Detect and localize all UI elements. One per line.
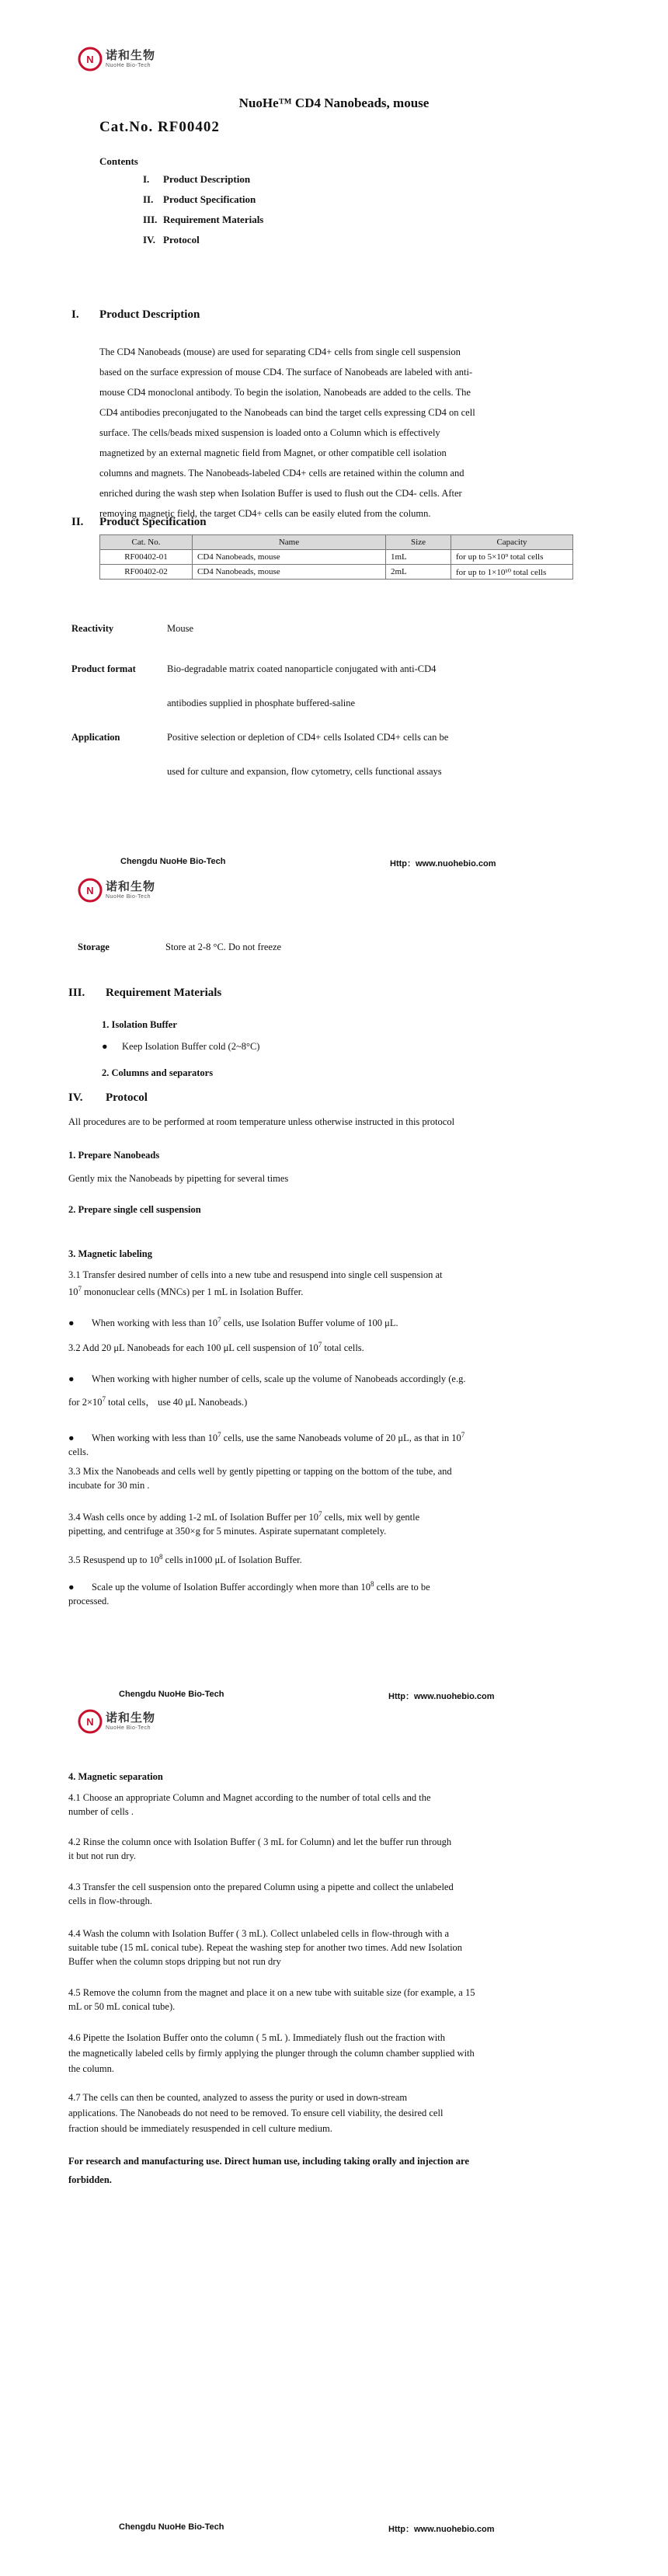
material-item-1: 1. Isolation Buffer: [102, 1019, 177, 1030]
protocol-intro: All procedures are to be performed at room temperature unless otherwise instructed in this protocol: [68, 1116, 455, 1127]
section-3-heading: III. Requirement Materials: [68, 987, 222, 999]
svg-text:N: N: [86, 1716, 94, 1728]
footer-website[interactable]: Http：www.nuohebio.com: [390, 859, 496, 869]
material-bullet-1: ● Keep Isolation Buffer cold (2~8°C): [102, 1041, 260, 1052]
section-4-heading: IV. Protocol: [68, 1091, 148, 1104]
bullet-3-2: ● When working with higher number of cells, scale up the volume of Nanobeads accordingly (e.g. for $2\times 10^7$ total cells， use 40 μL Nanobeads.): [68, 1369, 604, 1412]
bullet-icon: ●: [68, 1432, 75, 1444]
bullet-3-4: ● Scale up the volume of Isolation Buffer accordingly when more than $10^8$ cells are to be processed.: [68, 1580, 430, 1607]
toc-item-2: II. Product Specification: [143, 193, 256, 205]
brand-cn: 诺和生物: [106, 48, 156, 62]
footer-company: Chengdu NuoHe Bio-Tech: [119, 1690, 224, 1699]
col-name: Name: [193, 535, 386, 550]
format-line-2: antibodies supplied in phosphate buffered-saline: [167, 698, 356, 708]
brand-en: NuoHe Bio-Tech: [106, 1725, 151, 1731]
application-label: Application: [71, 732, 120, 743]
step-4-1: 4.1 Choose an appropriate Column and Magnet according to the number of total cells and the number of cells .: [68, 1792, 431, 1817]
application-line-1: Positive selection or depletion of CD4+ cells Isolated CD4+ cells can be: [167, 732, 449, 743]
brand-en: NuoHe Bio-Tech: [106, 63, 151, 68]
material-item-2: 2. Columns and separators: [102, 1067, 214, 1078]
step-4-6: 4.6 Pipette the Isolation Buffer onto the column ( 5 mL ). Immediately flush out the fraction with the magnetically labeled cells by firmly applying the plunger through the column chamber supplied with the column.: [68, 2032, 475, 2074]
storage-label: Storage: [78, 942, 110, 952]
step-3-title: 3. Magnetic labeling: [68, 1248, 152, 1259]
reactivity-value: Mouse: [167, 623, 194, 634]
step-4-4: 4.4 Wash the column with Isolation Buffer ( 3 mL). Collect unlabeled cells in flow-through with a suitable tube (15 mL conical tube). Repeat the washing step for another two times. Add new Isolation Buffer when the column stops dripping but not run dry: [68, 1928, 463, 1967]
svg-text:N: N: [86, 54, 94, 65]
application-line-2: used for culture and expansion, flow cytometry, cells functional assays: [167, 766, 442, 777]
bullet-3-3: ● When working with less than $10^7$ cells, use the same Nanobeads volume of 20 μL, as that in $10^7$ cells.: [68, 1431, 465, 1458]
logo-mark-icon: [78, 1709, 103, 1734]
step-4-5: 4.5 Remove the column from the magnet and place it on a new tube with suitable size (for example, a 15 mL or 50 mL conical tube).: [68, 1987, 475, 2012]
footer-website[interactable]: Http：www.nuohebio.com: [388, 2525, 495, 2534]
step-1-text: Gently mix the Nanobeads by pipetting for several times: [68, 1173, 289, 1184]
section-2-heading: II. Product Specification: [71, 516, 207, 528]
logo-mark-icon: [78, 878, 103, 903]
col-capacity: Capacity: [451, 535, 573, 550]
step-4-7: 4.7 The cells can then be counted, analyzed to assess the purity or used in down-stream applications. The Nanobeads do not need to be removed. To ensure cell viability, the desired cell fraction should be immediately resuspended in cell culture medium.: [68, 2092, 444, 2134]
spec-table: [99, 534, 573, 580]
footer-website[interactable]: Http：www.nuohebio.com: [388, 1692, 495, 1701]
step-4-3: 4.3 Transfer the cell suspension onto the prepared Column using a pipette and collect the unlabeled cells in flow-through.: [68, 1882, 454, 1906]
step-4-2: 4.2 Rinse the column once with Isolation Buffer ( 3 mL for Column) and let the buffer run through it but not run dry.: [68, 1836, 452, 1861]
catalog-number: Cat.No. RF00402: [99, 119, 220, 135]
bullet-icon: ●: [68, 1318, 75, 1329]
format-line-1: Bio-degradable matrix coated nanoparticle conjugated with anti-CD4: [167, 663, 437, 674]
bullet-icon: ●: [68, 1373, 75, 1384]
bullet-icon: ●: [68, 1582, 75, 1593]
brand-logo: [78, 1709, 155, 1734]
toc-item-3: III. Requirement Materials: [143, 214, 264, 225]
table-row: RF00402-02 CD4 Nanobeads, mouse 2mL for up to 1×10¹⁰ total cells: [100, 565, 573, 580]
spec-table-header: [100, 535, 573, 550]
col-catno: Cat. No.: [100, 535, 193, 550]
brand-en: NuoHe Bio-Tech: [106, 894, 151, 900]
reactivity-label: Reactivity: [71, 623, 114, 634]
product-description: The CD4 Nanobeads (mouse) are used for separating CD4+ cells from single cell suspension based on the surface expression of mouse CD4. The surface of Nanobeads are labeled with anti- mouse CD4 monoclonal antibody. To begin the isolation, Nanobeads are added to the cells. The CD4 antibodies preconjugated to the Nanobeads can bind the target cells expressing CD4 on cell surface. The cells/beads mixed suspension is loaded onto a Column which is effectively magnetized by an external magnetic field from Magnet, or other compatible cell isolation columns and magnets. The Nanobeads-labeled CD4+ cells are retained within the column and enriched during the wash step when Isolation Buffer is used to flush out the CD4- cells. After removing magnetic field, the target CD4+ cells can be easily eluted from the column.: [99, 346, 475, 519]
step-2-title: 2. Prepare single cell suspension: [68, 1204, 201, 1215]
step-3-2: 3.2 Add 20 μL Nanobeads for each 100 μL cell suspension of $10^7$ total cells.: [68, 1341, 364, 1354]
step-1-title: 1. Prepare Nanobeads: [68, 1150, 160, 1161]
logo-mark-icon: [78, 47, 103, 71]
toc-item-1: I. Product Description: [143, 173, 251, 185]
brand-cn: 诺和生物: [106, 1711, 156, 1725]
usage-notice: For research and manufacturing use. Direct human use, including taking orally and injection are forbidden.: [68, 2156, 469, 2185]
step-3-5: 3.5 Resuspend up to $10^8$ cells in1000 μL of Isolation Buffer.: [68, 1553, 302, 1566]
brand-logo: [78, 878, 155, 903]
step-3-4: 3.4 Wash cells once by adding 1-2 mL of Isolation Buffer per $10^7$ cells, mix well by gentle pipetting, and centrifuge at 350×g for 5 minutes. Aspirate supernatant completely.: [68, 1510, 420, 1537]
table-row: RF00402-01 CD4 Nanobeads, mouse 1mL for up to 5×10⁹ total cells: [100, 550, 573, 565]
format-label: Product format: [71, 663, 136, 674]
brand-logo: [78, 47, 155, 71]
toc-item-4: IV. Protocol: [143, 234, 200, 245]
section-1-heading: I. Product Description: [71, 308, 200, 321]
step-4-title: 4. Magnetic separation: [68, 1771, 163, 1782]
product-title: NuoHe™ CD4 Nanobeads, mouse: [238, 96, 430, 110]
bullet-3-1: ● When working with less than $10^7$ cells, use Isolation Buffer volume of 100 μL.: [68, 1316, 398, 1329]
step-3-3: 3.3 Mix the Nanobeads and cells well by gently pipetting or tapping on the bottom of the tube, and incubate for 30 min .: [68, 1466, 452, 1491]
storage-value: Store at 2-8 °C. Do not freeze: [165, 942, 282, 952]
brand-cn: 诺和生物: [106, 879, 156, 893]
step-3-1: 3.1 Transfer desired number of cells into a new tube and resuspend into single cell suspension at $10^7$ mononuclear cells (MNCs) per 1 mL in Isolation Buffer.: [68, 1269, 443, 1298]
col-size: Size: [386, 535, 451, 550]
footer-company: Chengdu NuoHe Bio-Tech: [120, 857, 226, 866]
bullet-icon: ●: [102, 1041, 108, 1052]
footer-company: Chengdu NuoHe Bio-Tech: [119, 2522, 224, 2532]
svg-text:N: N: [86, 885, 94, 896]
contents-heading: Contents: [99, 155, 138, 167]
